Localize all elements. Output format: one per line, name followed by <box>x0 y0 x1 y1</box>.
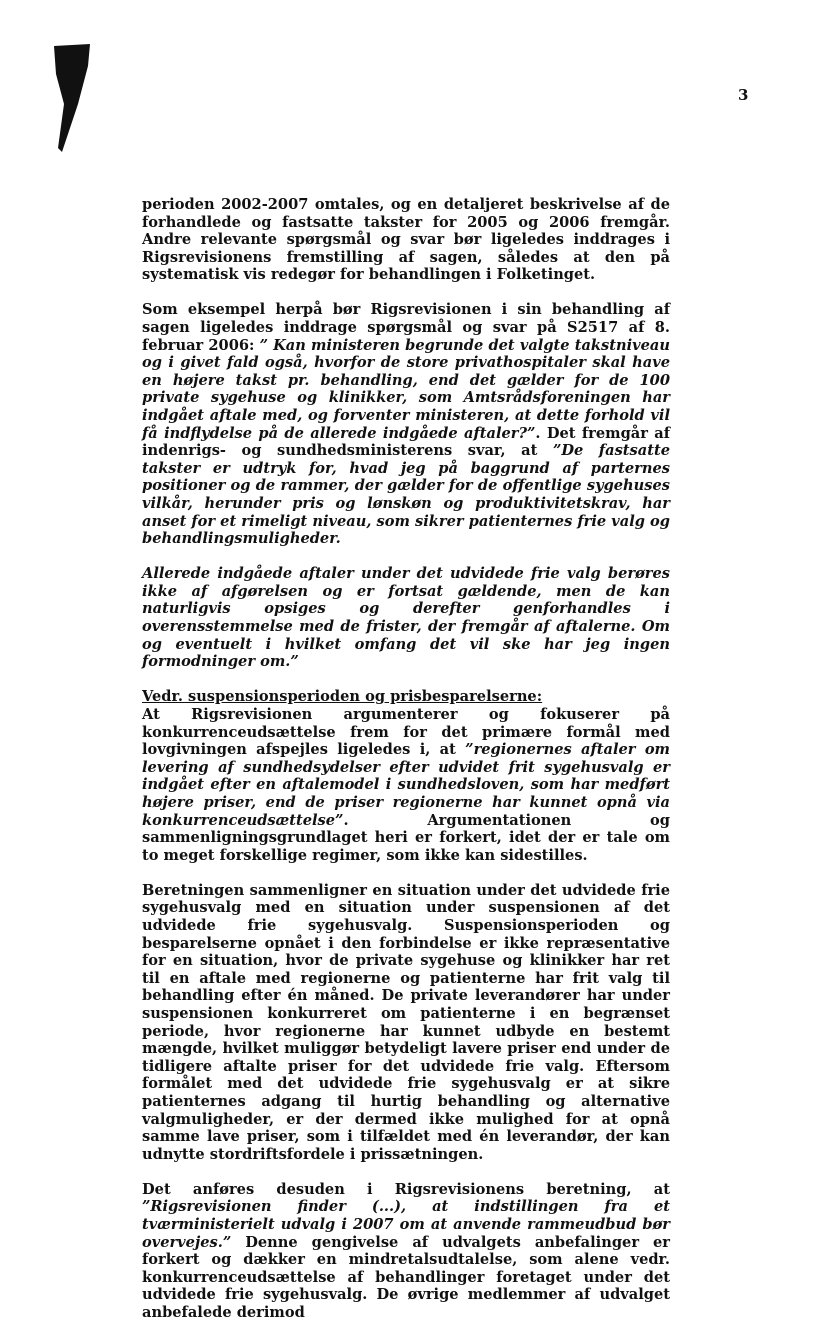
section-heading: Vedr. suspensionsperioden og prisbesparelserne: <box>142 688 543 706</box>
quote-answer: ”De fastsatte takster er udtryk for, hvad jeg på baggrund af parternes positioner og de rammer, der gælder for de offentlige sygehuses vilkår, herunder pris og lønskøn og produktivitetskrav, har anset for et rimeligt niveau, som sikrer patienternes frie valg og behandlingsmuligheder. <box>142 442 670 548</box>
paragraph-competition <box>142 706 670 864</box>
paragraph-text: Det anføres desuden i Rigsrevisionens beretning, at <box>142 1180 670 1198</box>
paragraph-quote-continued <box>142 565 670 671</box>
paragraph-text: Som eksempel herpå bør Rigsrevisionen i sin behandling af sagen ligeledes inddrage spørgsmål og svar på S2517 af 8. februar 2006: <box>142 301 670 354</box>
page-number: 3 <box>738 86 749 104</box>
paragraph-folketing: perioden 2002-2007 omtales, og en detaljeret beskrivelse af de forhandlede og fastsatte takster for 2005 og 2006 fremgår. Andre relevante spørgsmål og svar bør ligeledes inddrages i Rigsrevisionens fremstilling af sagen, således at den på systematisk vis redegør for behandlingen i Folketinget. <box>142 196 670 284</box>
quote-question: ” Kan ministeren begrunde det valgte takstniveau og i givet fald også, hvorfor de store privathospitaler skal have en højere takst pr. behandling, end det gælder for de 100 private sygehuse og klinikker, som Amtsrådsforeningen har indgået aftale med, og forventer ministeren, at dette forhold vil få indflydelse på de allerede indgåede aftaler?” <box>142 336 670 442</box>
letter-body <box>142 196 670 1339</box>
paragraph-text: Denne gengivelse af udvalgets anbefalinger er forkert og dækker en mindretalsudtalelse, som alene vedr. konkurrenceudsættelse af behandlinger foretaget under det udvidede frie sygehusvalg. De øvrige medlemmer af udvalget anbefalede derimod <box>142 1233 670 1321</box>
quote-text: Allerede indgåede aftaler under det udvidede frie valg berøres ikke af afgørelsen og er fortsat gældende, men de kan naturligvis opsiges og derefter genforhandles i overensstemmelse med de frister, der fremgår af aftalerne. Om og eventuelt i hvilket omfang det vil ske har jeg ingen formodninger om.” <box>142 565 670 671</box>
paragraph-example-s2517 <box>142 301 670 547</box>
paragraph-committee <box>142 1181 670 1322</box>
quote-text: ”regionernes aftaler om levering af sundhedsydelser efter udvidet frit sygehusvalg er indgået efter en aftalemodel i sundhedsloven, som har medført højere priser, end de priser regionerne har kunnet opnå via konkurrenceudsættelse” <box>142 741 670 829</box>
paragraph-text: At Rigsrevisionen argumenterer og fokuserer på konkurrenceudsættelse frem for det primære formål med lovgivningen afspejles ligeledes i, at <box>142 705 670 759</box>
quote-text: ”Rigsrevisionen finder (...), at indstillingen fra et tværministerielt udvalg i 2007 om at anvende rammeudbud bør overvejes.” <box>142 1198 670 1251</box>
paragraph-comparison: Beretningen sammenligner en situation under det udvidede frie sygehusvalg med en situation under suspensionen af det udvidede frie sygehusvalg. Suspensionsperioden og besparelserne opnået i den forbindelse er ikke repræsentative for en situation, hvor de private sygehuse og klinikker har ret til en aftale med regionerne og patienterne har frit valg til behandling efter én måned. De private leverandører har under suspensionen konkurreret om patienterne i en begrænset periode, hvor regionerne har kunnet udbyde en bestemt mængde, hvilket muliggør betydeligt lavere priser end under de tidligere aftalte priser for det udvidede frie valg. Eftersom formålet med det udvidede frie sygehusvalg er at sikre patienternes adgang til hurtig behandling og alternative valgmuligheder, er der dermed ikke mulighed for at opnå samme lave priser, som i tilfældet med én leverandør, der kan udnytte stordriftsfordele i prissætningen. <box>142 881 670 1163</box>
paragraph-text: . Argumentationen og sammenligningsgrundlaget heri er forkert, idet der er tale om to meget forskellige regimer, som ikke kan sidestilles. <box>142 811 670 864</box>
paragraph-text: . Det fremgår af indenrigs- og sundhedsministerens svar, at <box>142 424 670 460</box>
hole-punch-mark <box>48 44 92 160</box>
